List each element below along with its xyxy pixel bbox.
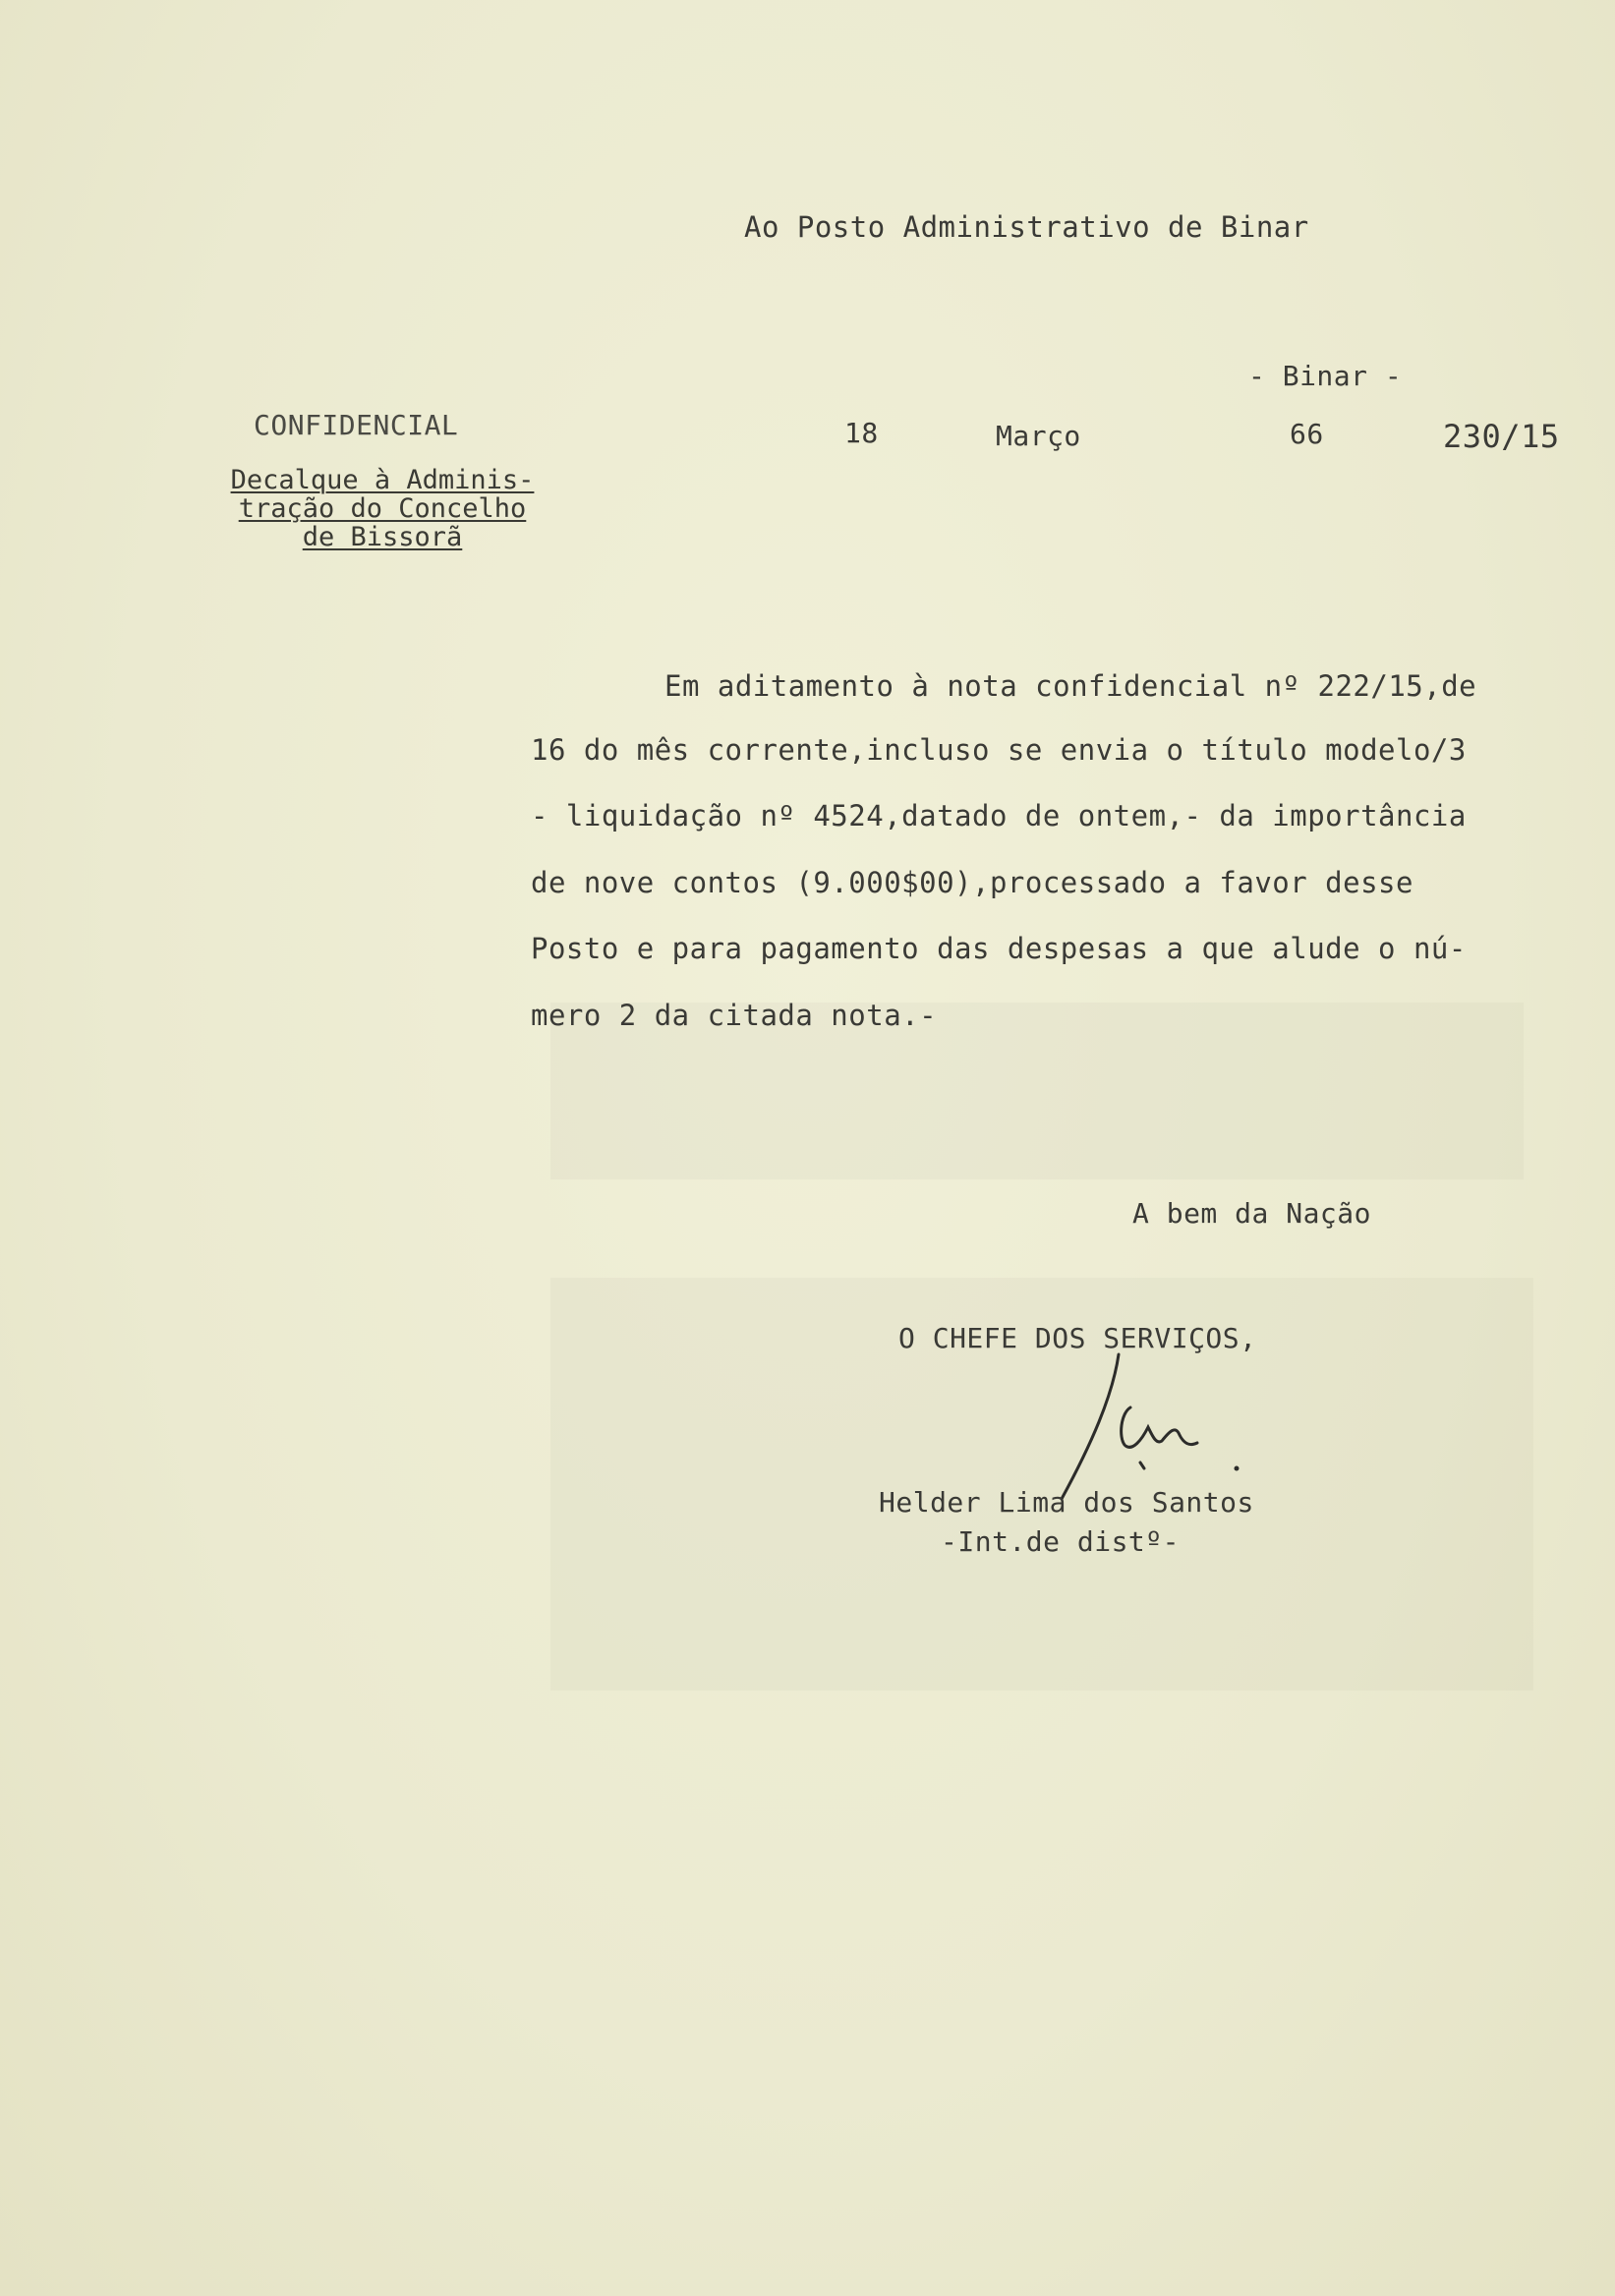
signer-name: Helder Lima dos Santos — [879, 1486, 1254, 1519]
signature-title: O CHEFE DOS SERVIÇOS, — [898, 1322, 1257, 1354]
date-year: 66 — [1290, 418, 1324, 450]
copy-note-line: de Bissorã — [302, 522, 463, 552]
classification-stamp: CONFIDENCIAL — [254, 409, 459, 441]
closing-salutation: A bem da Nação — [1132, 1197, 1372, 1230]
reference-number: 230/15 — [1443, 418, 1560, 455]
date-day: 18 — [844, 417, 879, 449]
addressee: Ao Posto Administrativo de Binar — [744, 210, 1309, 244]
body-line: Em aditamento à nota confidencial nº 222/15,de — [664, 669, 1477, 703]
body-line: mero 2 da citada nota.- — [531, 999, 938, 1032]
signer-role: -Int.de distº- — [941, 1525, 1181, 1558]
copy-note-line: tração do Concelho — [238, 493, 527, 524]
body-line: Posto e para pagamento das despesas a que alude o nú- — [531, 932, 1467, 965]
place-header: - Binar - — [1248, 360, 1403, 392]
copy-note — [195, 466, 570, 551]
copy-note-line: Decalque à Adminis- — [230, 465, 535, 495]
body-line: - liquidação nº 4524,datado de ontem,- da importância — [531, 799, 1467, 832]
body-line: de nove contos (9.000$00),processado a favor desse — [531, 866, 1413, 899]
handwritten-signature — [1022, 1337, 1258, 1504]
date-month: Março — [996, 420, 1081, 452]
body-line: 16 do mês corrente,incluso se envia o título modelo/3 — [531, 733, 1467, 767]
